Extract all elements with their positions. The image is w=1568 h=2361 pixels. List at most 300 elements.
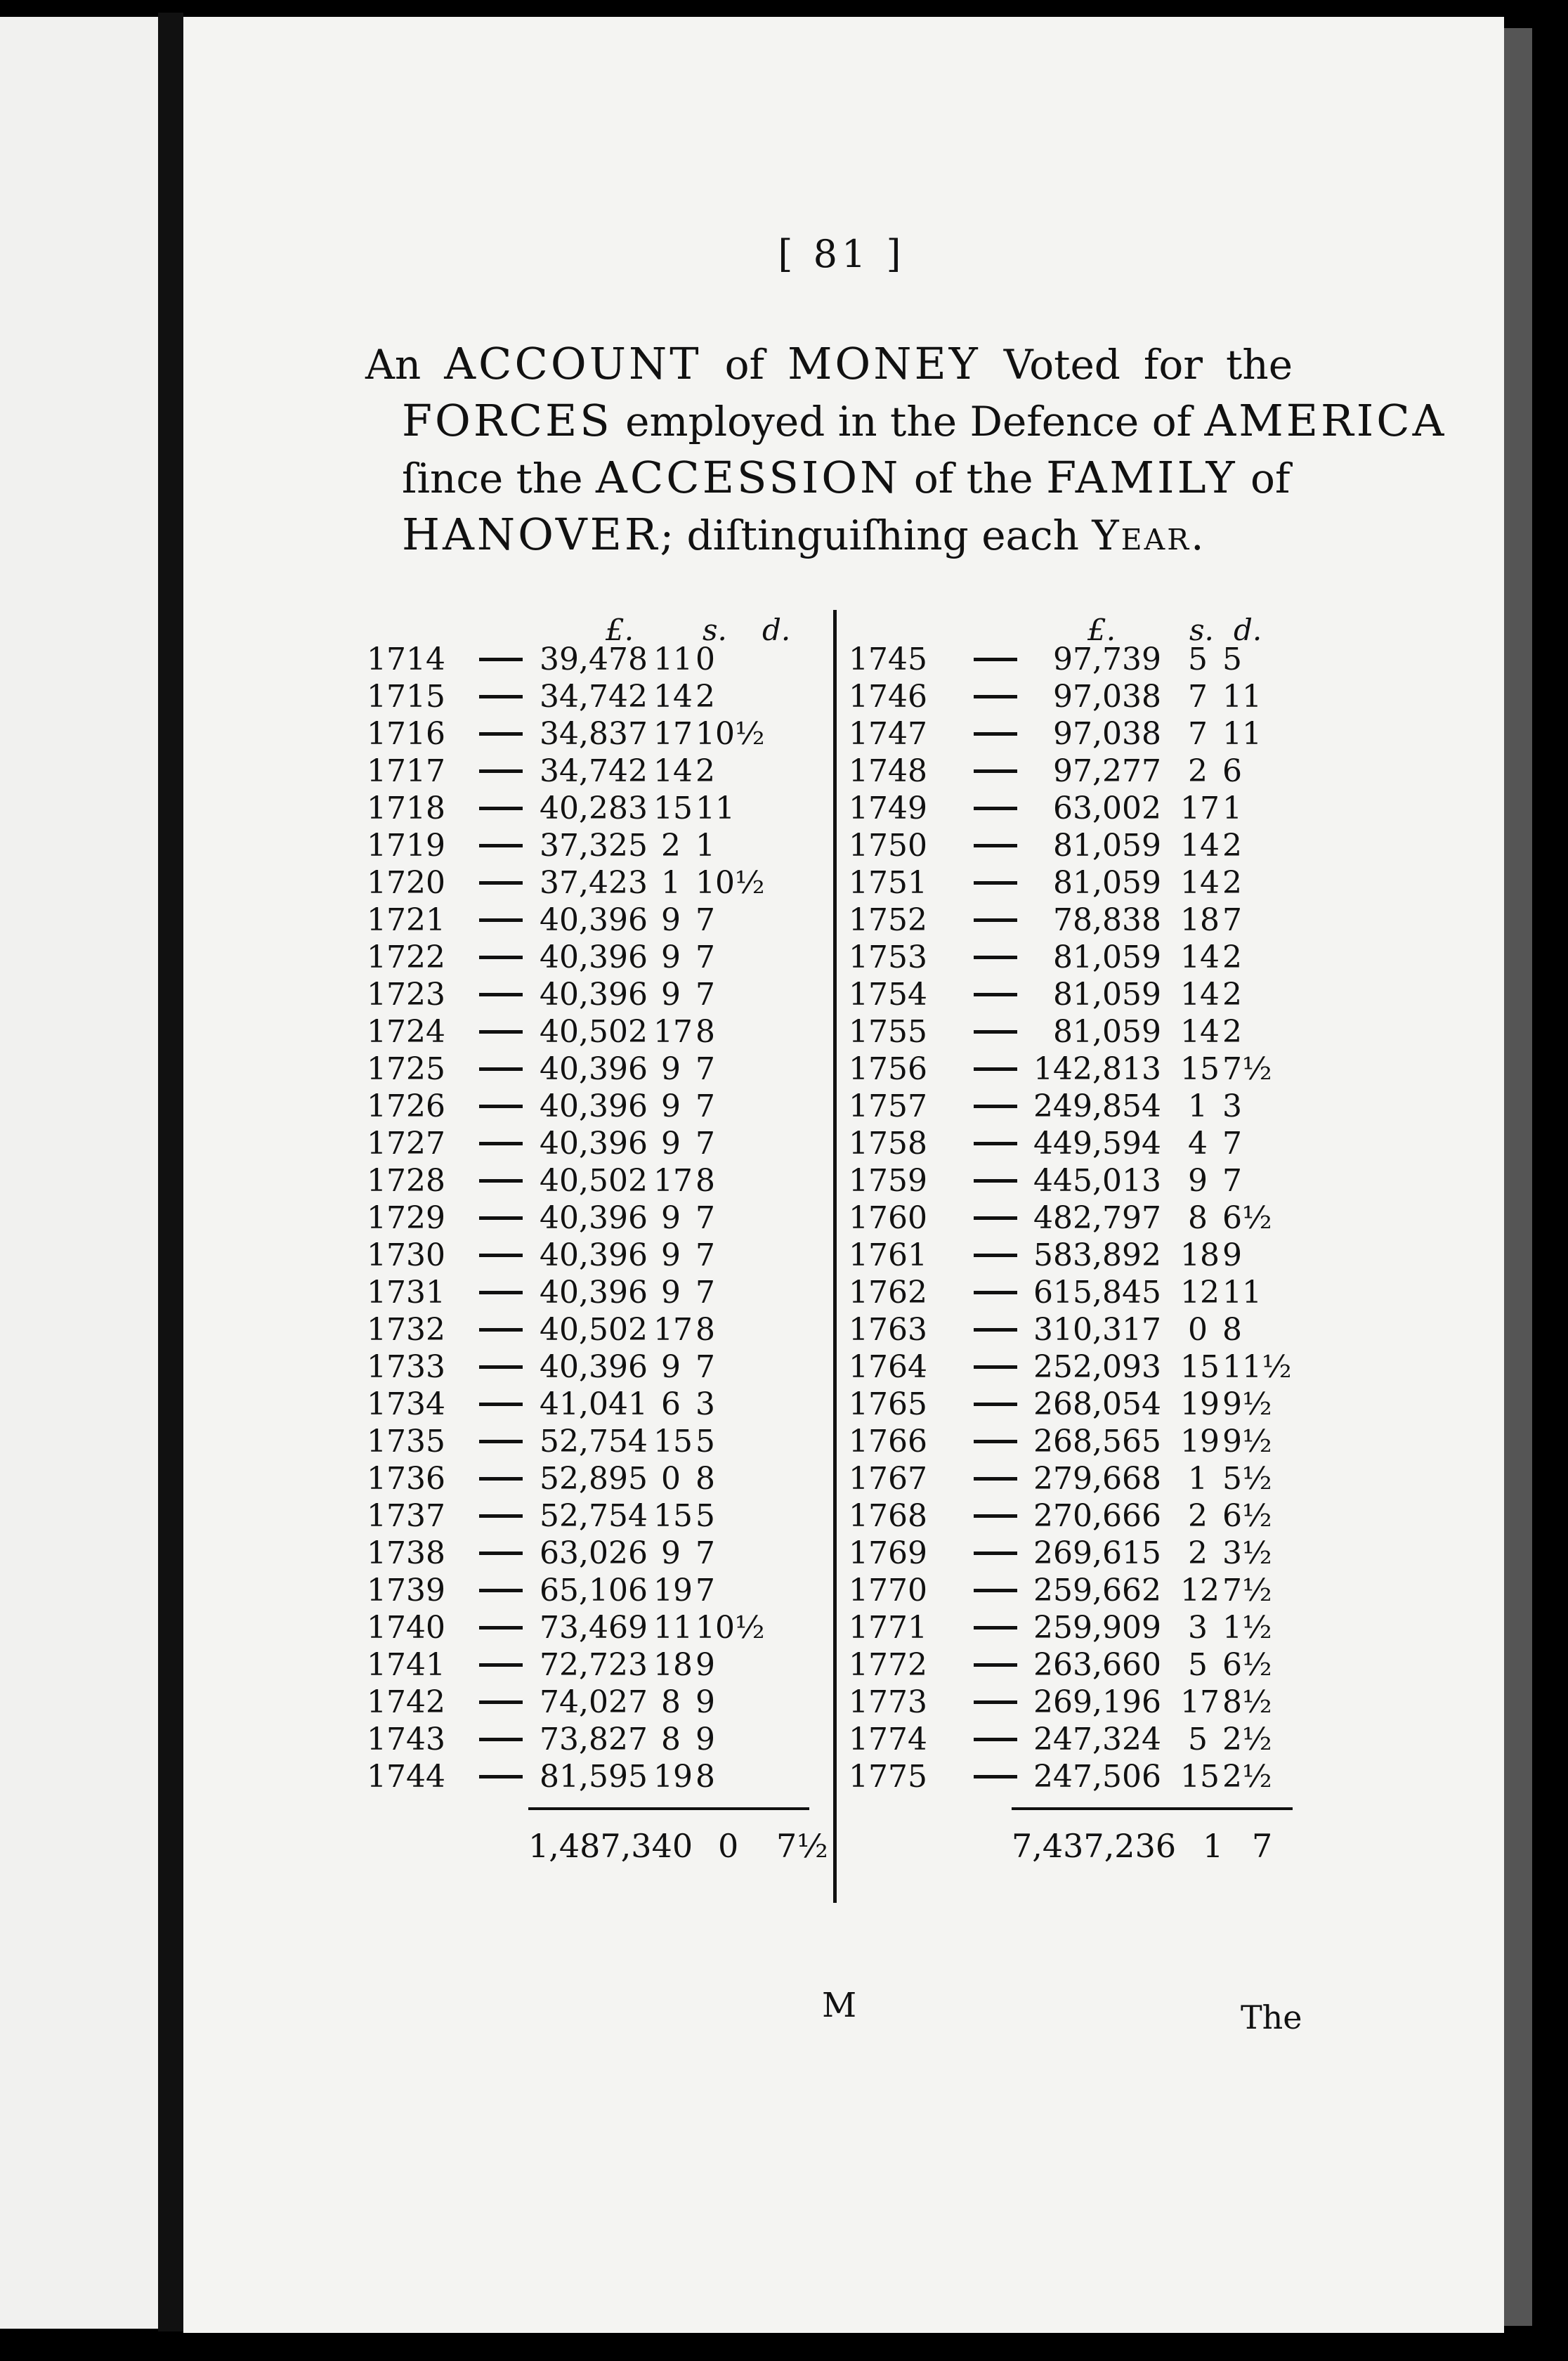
shillings-cell: 17	[1180, 791, 1220, 826]
pence-cell: 6	[1222, 753, 1242, 789]
dash-rule	[974, 1514, 1017, 1518]
pounds-cell: 40,396	[540, 977, 648, 1013]
year-cell: 1721	[367, 902, 445, 938]
shillings-cell: 2	[1188, 753, 1208, 789]
shillings-cell: 9	[661, 1126, 681, 1162]
table-row	[367, 1572, 816, 1609]
pence-cell: 2	[695, 753, 715, 789]
year-cell: 1720	[367, 865, 445, 901]
shillings-cell: 8	[661, 1722, 681, 1757]
pence-cell: 8	[1222, 1312, 1242, 1348]
header-pounds: £.	[606, 613, 634, 647]
shillings-cell: 14	[1180, 939, 1220, 975]
pence-cell: 11	[1222, 1275, 1262, 1310]
table-row	[367, 1684, 816, 1721]
pounds-cell: 40,396	[540, 1237, 648, 1273]
shillings-cell: 19	[653, 1759, 693, 1795]
pounds-cell: 81,595	[540, 1759, 648, 1795]
pounds-cell: 40,396	[540, 939, 648, 975]
pence-cell: 7	[695, 1126, 715, 1162]
title-word: of	[724, 341, 764, 389]
shillings-cell: 18	[1180, 1237, 1220, 1273]
dash-rule	[974, 732, 1017, 736]
pounds-cell: 40,396	[540, 1088, 648, 1124]
table-row	[367, 1013, 816, 1051]
dash-rule	[974, 1291, 1017, 1294]
pence-cell: 7	[1222, 1163, 1242, 1199]
year-cell: 1731	[367, 1275, 445, 1310]
shillings-cell: 15	[1180, 1051, 1220, 1087]
shillings-cell: 17	[653, 716, 693, 752]
title-text: of	[1237, 455, 1291, 502]
pence-cell: 10½	[695, 1610, 765, 1646]
pounds-cell: 34,742	[540, 679, 648, 715]
pounds-cell: 615,845	[1033, 1275, 1161, 1310]
table-row	[367, 715, 816, 753]
pounds-cell: 270,666	[1033, 1498, 1161, 1534]
table-row	[849, 1199, 1284, 1237]
year-cell: 1754	[849, 977, 927, 1013]
shillings-cell: 1	[1188, 1088, 1208, 1124]
dash-rule	[974, 1328, 1017, 1332]
pence-cell: 11	[1222, 716, 1262, 752]
pounds-cell: 40,396	[540, 1200, 648, 1236]
shillings-cell: 11	[653, 642, 693, 677]
shillings-cell: 18	[1180, 902, 1220, 938]
table-row	[849, 1088, 1284, 1125]
pence-cell: 9½	[1222, 1424, 1272, 1459]
table-row	[849, 939, 1284, 976]
dash-rule	[479, 844, 523, 847]
table-row	[367, 678, 816, 715]
table-row	[367, 1088, 816, 1125]
pence-cell: 5	[1222, 642, 1242, 677]
year-cell: 1755	[849, 1014, 927, 1050]
pounds-cell: 37,423	[540, 865, 648, 901]
facing-page-edge	[0, 17, 158, 2329]
year-cell: 1742	[367, 1684, 445, 1720]
year-cell: 1745	[849, 642, 927, 677]
dash-rule	[479, 658, 523, 661]
pence-cell: 2	[1222, 828, 1242, 864]
table-row	[367, 939, 816, 976]
year-cell: 1718	[367, 791, 445, 826]
dash-rule	[974, 1477, 1017, 1481]
pounds-cell: 97,739	[1053, 642, 1161, 677]
pence-cell: 8	[695, 1014, 715, 1050]
table-row	[367, 902, 816, 939]
title-text: of the	[901, 455, 1047, 502]
page-title	[365, 336, 1447, 564]
table-row	[849, 1609, 1284, 1646]
book-gutter	[158, 13, 183, 2331]
year-cell: 1729	[367, 1200, 445, 1236]
table-row	[367, 1386, 816, 1423]
pence-cell: 10½	[695, 716, 765, 752]
table-row	[849, 864, 1284, 902]
table-row	[367, 753, 816, 790]
shillings-cell: 5	[1188, 1647, 1208, 1683]
table-row	[849, 1721, 1284, 1758]
shillings-cell: 15	[653, 1498, 693, 1534]
table-row	[849, 790, 1284, 827]
dash-rule	[974, 1738, 1017, 1741]
dash-rule	[974, 993, 1017, 996]
table-row	[367, 864, 816, 902]
title-word: AMERICA	[1204, 395, 1447, 446]
shillings-cell: 12	[1180, 1573, 1220, 1608]
table-row	[849, 1684, 1284, 1721]
dash-rule	[974, 1067, 1017, 1071]
year-cell: 1752	[849, 902, 927, 938]
table-row	[367, 1758, 816, 1795]
pounds-cell: 247,324	[1033, 1722, 1161, 1757]
pounds-cell: 81,059	[1053, 939, 1161, 975]
year-cell: 1749	[849, 791, 927, 826]
shillings-cell: 9	[661, 1275, 681, 1310]
total-right-pence: 7	[1252, 1827, 1273, 1865]
shillings-cell: 9	[661, 902, 681, 938]
table-row	[849, 1646, 1284, 1684]
pence-cell: 7	[695, 1275, 715, 1310]
shillings-cell: 2	[1188, 1498, 1208, 1534]
pounds-cell: 249,854	[1033, 1088, 1161, 1124]
title-word: for	[1143, 341, 1203, 389]
year-cell: 1725	[367, 1051, 445, 1087]
pence-cell: 5	[695, 1498, 715, 1534]
year-cell: 1744	[367, 1759, 445, 1795]
dash-rule	[479, 807, 523, 810]
pence-cell: 6½	[1222, 1647, 1272, 1683]
table-row	[849, 1348, 1292, 1386]
dash-rule	[974, 1775, 1017, 1778]
shillings-cell: 14	[1180, 865, 1220, 901]
year-cell: 1724	[367, 1014, 445, 1050]
shillings-cell: 19	[653, 1573, 693, 1608]
table-row	[367, 1311, 816, 1348]
table-row	[849, 1497, 1284, 1535]
shillings-cell: 14	[1180, 1014, 1220, 1050]
dash-rule	[974, 956, 1017, 959]
pence-cell: 9	[695, 1647, 715, 1683]
year-cell: 1732	[367, 1312, 445, 1348]
table-row	[849, 902, 1284, 939]
dash-rule	[974, 1365, 1017, 1369]
table-row	[849, 1423, 1284, 1460]
year-cell: 1747	[849, 716, 927, 752]
year-cell: 1770	[849, 1573, 927, 1608]
pounds-cell: 40,396	[540, 902, 648, 938]
year-cell: 1743	[367, 1722, 445, 1757]
pence-cell: 7	[695, 1573, 715, 1608]
dash-rule	[974, 1030, 1017, 1034]
shillings-cell: 15	[1180, 1349, 1220, 1385]
table-row	[367, 976, 816, 1013]
pence-cell: 7	[695, 1200, 715, 1236]
pence-cell: 2½	[1222, 1759, 1272, 1795]
pence-cell: 11	[695, 791, 735, 826]
pence-cell: 2	[1222, 1014, 1242, 1050]
total-rule	[1012, 1807, 1293, 1810]
title-word: FAMILY	[1046, 452, 1238, 503]
dash-rule	[479, 1514, 523, 1518]
pence-cell: 7	[1222, 1126, 1242, 1162]
year-cell: 1763	[849, 1312, 927, 1348]
pounds-cell: 73,469	[540, 1610, 648, 1646]
table-row	[849, 1535, 1284, 1572]
title-word: ACCOUNT	[444, 338, 702, 389]
shillings-cell: 7	[1188, 679, 1208, 715]
year-cell: 1714	[367, 642, 445, 677]
dash-rule	[974, 1105, 1017, 1108]
shillings-cell: 14	[1180, 828, 1220, 864]
pounds-cell: 65,106	[540, 1573, 648, 1608]
table-row	[849, 715, 1284, 753]
pence-cell: 7	[1222, 902, 1242, 938]
dash-rule	[974, 1179, 1017, 1183]
dash-rule	[974, 658, 1017, 661]
title-line-4	[365, 507, 1293, 564]
shillings-cell: 14	[653, 753, 693, 789]
pounds-cell: 81,059	[1053, 865, 1161, 901]
table-row	[849, 1125, 1284, 1162]
year-cell: 1741	[367, 1647, 445, 1683]
pounds-cell: 482,797	[1033, 1200, 1161, 1236]
table-row	[849, 1274, 1284, 1311]
pounds-cell: 263,660	[1033, 1647, 1161, 1683]
pounds-cell: 40,396	[540, 1275, 648, 1310]
dash-rule	[479, 918, 523, 922]
shillings-cell: 9	[661, 1051, 681, 1087]
dash-rule	[479, 1775, 523, 1778]
table-row	[367, 1721, 816, 1758]
pence-cell: 1	[1222, 791, 1242, 826]
dash-rule	[974, 1552, 1017, 1555]
pence-cell: 7	[695, 1349, 715, 1385]
title-word: ACCESSION	[596, 452, 901, 503]
pounds-cell: 142,813	[1033, 1051, 1161, 1087]
year-cell: 1722	[367, 939, 445, 975]
pence-cell: 3	[1222, 1088, 1242, 1124]
dash-rule	[479, 1291, 523, 1294]
table-row	[367, 1460, 816, 1497]
pence-cell: 8	[695, 1312, 715, 1348]
year-cell: 1773	[849, 1684, 927, 1720]
year-cell: 1774	[849, 1722, 927, 1757]
dash-rule	[974, 844, 1017, 847]
title-word: FORCES	[402, 395, 613, 446]
year-cell: 1748	[849, 753, 927, 789]
pounds-cell: 63,002	[1053, 791, 1161, 826]
pounds-cell: 52,895	[540, 1461, 648, 1497]
year-cell: 1716	[367, 716, 445, 752]
year-cell: 1723	[367, 977, 445, 1013]
table-row	[849, 641, 1284, 678]
title-word: Voted	[1003, 341, 1121, 389]
pounds-cell: 78,838	[1053, 902, 1161, 938]
shillings-cell: 4	[1188, 1126, 1208, 1162]
year-cell: 1735	[367, 1424, 445, 1459]
dash-rule	[974, 1663, 1017, 1667]
shillings-cell: 9	[661, 1349, 681, 1385]
column-divider	[833, 610, 837, 1903]
dash-rule	[974, 1403, 1017, 1406]
pounds-cell: 52,754	[540, 1424, 648, 1459]
dash-rule	[974, 807, 1017, 810]
year-cell: 1733	[367, 1349, 445, 1385]
pence-cell: 7	[695, 902, 715, 938]
pence-cell: 3½	[1222, 1535, 1272, 1571]
pence-cell: 7	[695, 939, 715, 975]
dash-rule	[479, 881, 523, 885]
table-row	[849, 1460, 1284, 1497]
table-row	[849, 1237, 1284, 1274]
table-row	[367, 1237, 816, 1274]
pounds-cell: 40,396	[540, 1126, 648, 1162]
pounds-cell: 40,502	[540, 1163, 648, 1199]
table-row	[367, 1051, 816, 1088]
pounds-cell: 259,909	[1033, 1610, 1161, 1646]
dash-rule	[479, 1365, 523, 1369]
catchword: The	[1241, 1998, 1302, 2036]
pounds-cell: 37,325	[540, 828, 648, 864]
title-text: employed in the Defence of	[612, 398, 1205, 445]
table-row	[849, 827, 1284, 864]
pounds-cell: 74,027	[540, 1684, 648, 1720]
pounds-cell: 63,026	[540, 1535, 648, 1571]
shillings-cell: 17	[653, 1014, 693, 1050]
pence-cell: 8	[695, 1461, 715, 1497]
shillings-cell: 8	[1188, 1200, 1208, 1236]
table-row	[367, 1423, 816, 1460]
pounds-cell: 97,038	[1053, 679, 1161, 715]
table-row	[849, 1572, 1284, 1609]
year-cell: 1756	[849, 1051, 927, 1087]
year-cell: 1753	[849, 939, 927, 975]
year-cell: 1768	[849, 1498, 927, 1534]
shillings-cell: 5	[1188, 1722, 1208, 1757]
table-row	[849, 1162, 1284, 1199]
pounds-cell: 252,093	[1033, 1349, 1161, 1385]
dash-rule	[479, 993, 523, 996]
scan-border	[1532, 28, 1568, 2326]
shillings-cell: 11	[653, 1610, 693, 1646]
title-line-3	[365, 450, 1293, 507]
table-row	[367, 1497, 816, 1535]
year-cell: 1727	[367, 1126, 445, 1162]
pounds-cell: 40,502	[540, 1312, 648, 1348]
table-row	[367, 1199, 816, 1237]
pence-cell: 0	[695, 642, 715, 677]
total-left-pounds: 1,487,340	[528, 1827, 693, 1865]
shillings-cell: 14	[1180, 977, 1220, 1013]
year-cell: 1759	[849, 1163, 927, 1199]
dash-rule	[479, 1589, 523, 1592]
shillings-cell: 0	[1188, 1312, 1208, 1348]
pounds-cell: 81,059	[1053, 828, 1161, 864]
dash-rule	[479, 1216, 523, 1220]
table-row	[367, 641, 816, 678]
year-cell: 1738	[367, 1535, 445, 1571]
table-row	[367, 1535, 816, 1572]
shillings-cell: 19	[1180, 1386, 1220, 1422]
title-word: HANOVER	[402, 509, 660, 560]
title-line-1	[365, 336, 1293, 393]
shillings-cell: 0	[661, 1461, 681, 1497]
page-number: [ 81 ]	[778, 232, 906, 276]
pounds-cell: 40,396	[540, 1349, 648, 1385]
pence-cell: 10½	[695, 865, 765, 901]
shillings-cell: 9	[661, 1200, 681, 1236]
year-cell: 1750	[849, 828, 927, 864]
shillings-cell: 2	[1188, 1535, 1208, 1571]
year-cell: 1758	[849, 1126, 927, 1162]
shillings-cell: 8	[661, 1684, 681, 1720]
dash-rule	[974, 695, 1017, 698]
shillings-cell: 2	[661, 828, 681, 864]
shillings-cell: 1	[661, 865, 681, 901]
right-column	[849, 641, 1292, 1795]
dash-rule	[479, 1477, 523, 1481]
dash-rule	[479, 1403, 523, 1406]
pounds-cell: 268,054	[1033, 1386, 1161, 1422]
total-left-pence: 7½	[776, 1827, 828, 1865]
shillings-cell: 9	[661, 1237, 681, 1273]
shillings-cell: 7	[1188, 716, 1208, 752]
pence-cell: 6½	[1222, 1200, 1272, 1236]
dash-rule	[974, 1700, 1017, 1704]
header-pounds: £.	[1087, 613, 1116, 647]
shillings-cell: 15	[653, 791, 693, 826]
pence-cell: 5	[695, 1424, 715, 1459]
pounds-cell: 40,396	[540, 1051, 648, 1087]
year-cell: 1751	[849, 865, 927, 901]
pence-cell: 8	[695, 1163, 715, 1199]
year-cell: 1769	[849, 1535, 927, 1571]
table-row	[367, 1609, 816, 1646]
total-right-pounds: 7,437,236	[1012, 1827, 1177, 1865]
year-cell: 1728	[367, 1163, 445, 1199]
dash-rule	[479, 1663, 523, 1667]
pounds-cell: 34,837	[540, 716, 648, 752]
pence-cell: 9	[695, 1684, 715, 1720]
year-cell: 1717	[367, 753, 445, 789]
dash-rule	[479, 1105, 523, 1108]
dash-rule	[479, 1030, 523, 1034]
year-cell: 1737	[367, 1498, 445, 1534]
shillings-cell: 15	[653, 1424, 693, 1459]
pence-cell: 8	[695, 1759, 715, 1795]
shillings-cell: 9	[661, 1535, 681, 1571]
shillings-cell: 9	[661, 939, 681, 975]
pence-cell: 9½	[1222, 1386, 1272, 1422]
dash-rule	[479, 956, 523, 959]
year-cell: 1761	[849, 1237, 927, 1273]
dash-rule	[479, 732, 523, 736]
pence-cell: 7½	[1222, 1573, 1272, 1608]
pounds-cell: 449,594	[1033, 1126, 1161, 1162]
year-cell: 1740	[367, 1610, 445, 1646]
pence-cell: 9	[1222, 1237, 1242, 1273]
pounds-cell: 34,742	[540, 753, 648, 789]
dash-rule	[974, 1626, 1017, 1630]
pence-cell: 5½	[1222, 1461, 1272, 1497]
pounds-cell: 583,892	[1033, 1237, 1161, 1273]
year-cell: 1775	[849, 1759, 927, 1795]
header-shillings: s.	[1189, 613, 1214, 647]
year-cell: 1719	[367, 828, 445, 864]
title-word: the	[1226, 341, 1293, 389]
